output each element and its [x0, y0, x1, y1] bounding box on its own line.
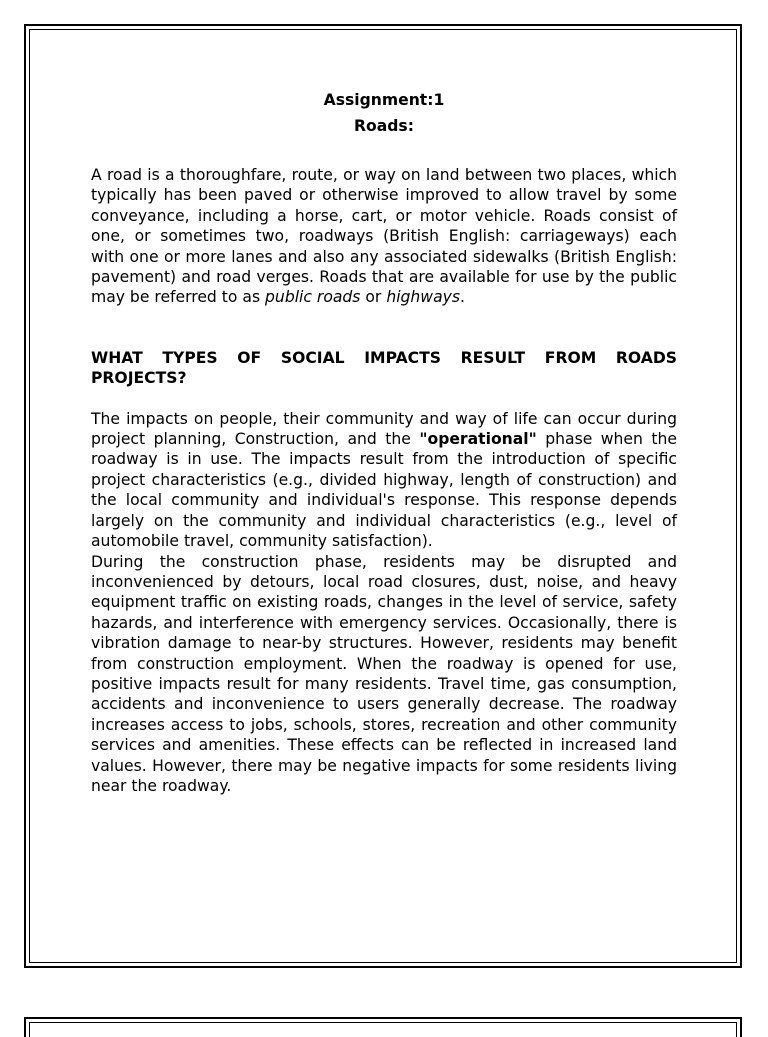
document-subtitle: Roads: — [354, 117, 414, 135]
impacts-text-1: The impacts on people, their community and way of life can occur during project planning, Construction, and the — [91, 409, 677, 449]
section-heading: WHAT TYPES OF SOCIAL IMPACTS RESULT FROM ROADS PROJECTS? — [91, 348, 677, 388]
intro-text-3: . — [459, 288, 465, 307]
document-title: Assignment:1 — [323, 91, 445, 109]
next-page-border — [24, 1017, 742, 1037]
impacts-bold-operational: "operational" — [419, 430, 537, 449]
construction-paragraph: During the construction phase, residents may be disrupted and inconvenienced by detours, local road closures, dust, noise, and heavy equipment traffic on existing roads, changes in the level of service, safety hazards, and interference with emergency services. Occasionally, there is vibration damage to near-by structures. However, residents may benefit from construction employment. When the roadway is opened for use, positive impacts result for many residents. Travel time, gas consumption, accidents and inconvenience to users generally decrease. The roadway increases access to jobs, schools, stores, recreation and other community services and amenities. These effects can be reflected in increased land values. However, there may be negative impacts for some residents living near the roadway. — [91, 552, 677, 795]
impacts-paragraph — [91, 409, 677, 552]
intro-text-2: or — [360, 288, 387, 307]
intro-text-1: A road is a thoroughfare, route, or way on land between two places, which typically has been paved or otherwise improved to allow travel by some conveyance, including a horse, cart, or motor vehicle. Roads consist of one, or sometimes two, roadways (British English: carriageways) each with one or more lanes and also any associated sidewalks (British English: pavement) and road verges. Roads that are available for use by the public may be referred to as — [91, 166, 677, 307]
intro-italic-highways: highways — [386, 288, 460, 307]
impacts-text-2: phase when the roadway is in use. The impacts result from the introduction of specific project characteristics (e.g., divided highway, length of construction) and the local community and individual's response. This response depends largely on the community and individual characteristics (e.g., level of automobile travel, community satisfaction). — [91, 430, 677, 551]
intro-italic-public-roads: public roads — [265, 288, 361, 307]
intro-paragraph — [91, 165, 677, 308]
document-body — [91, 90, 677, 796]
